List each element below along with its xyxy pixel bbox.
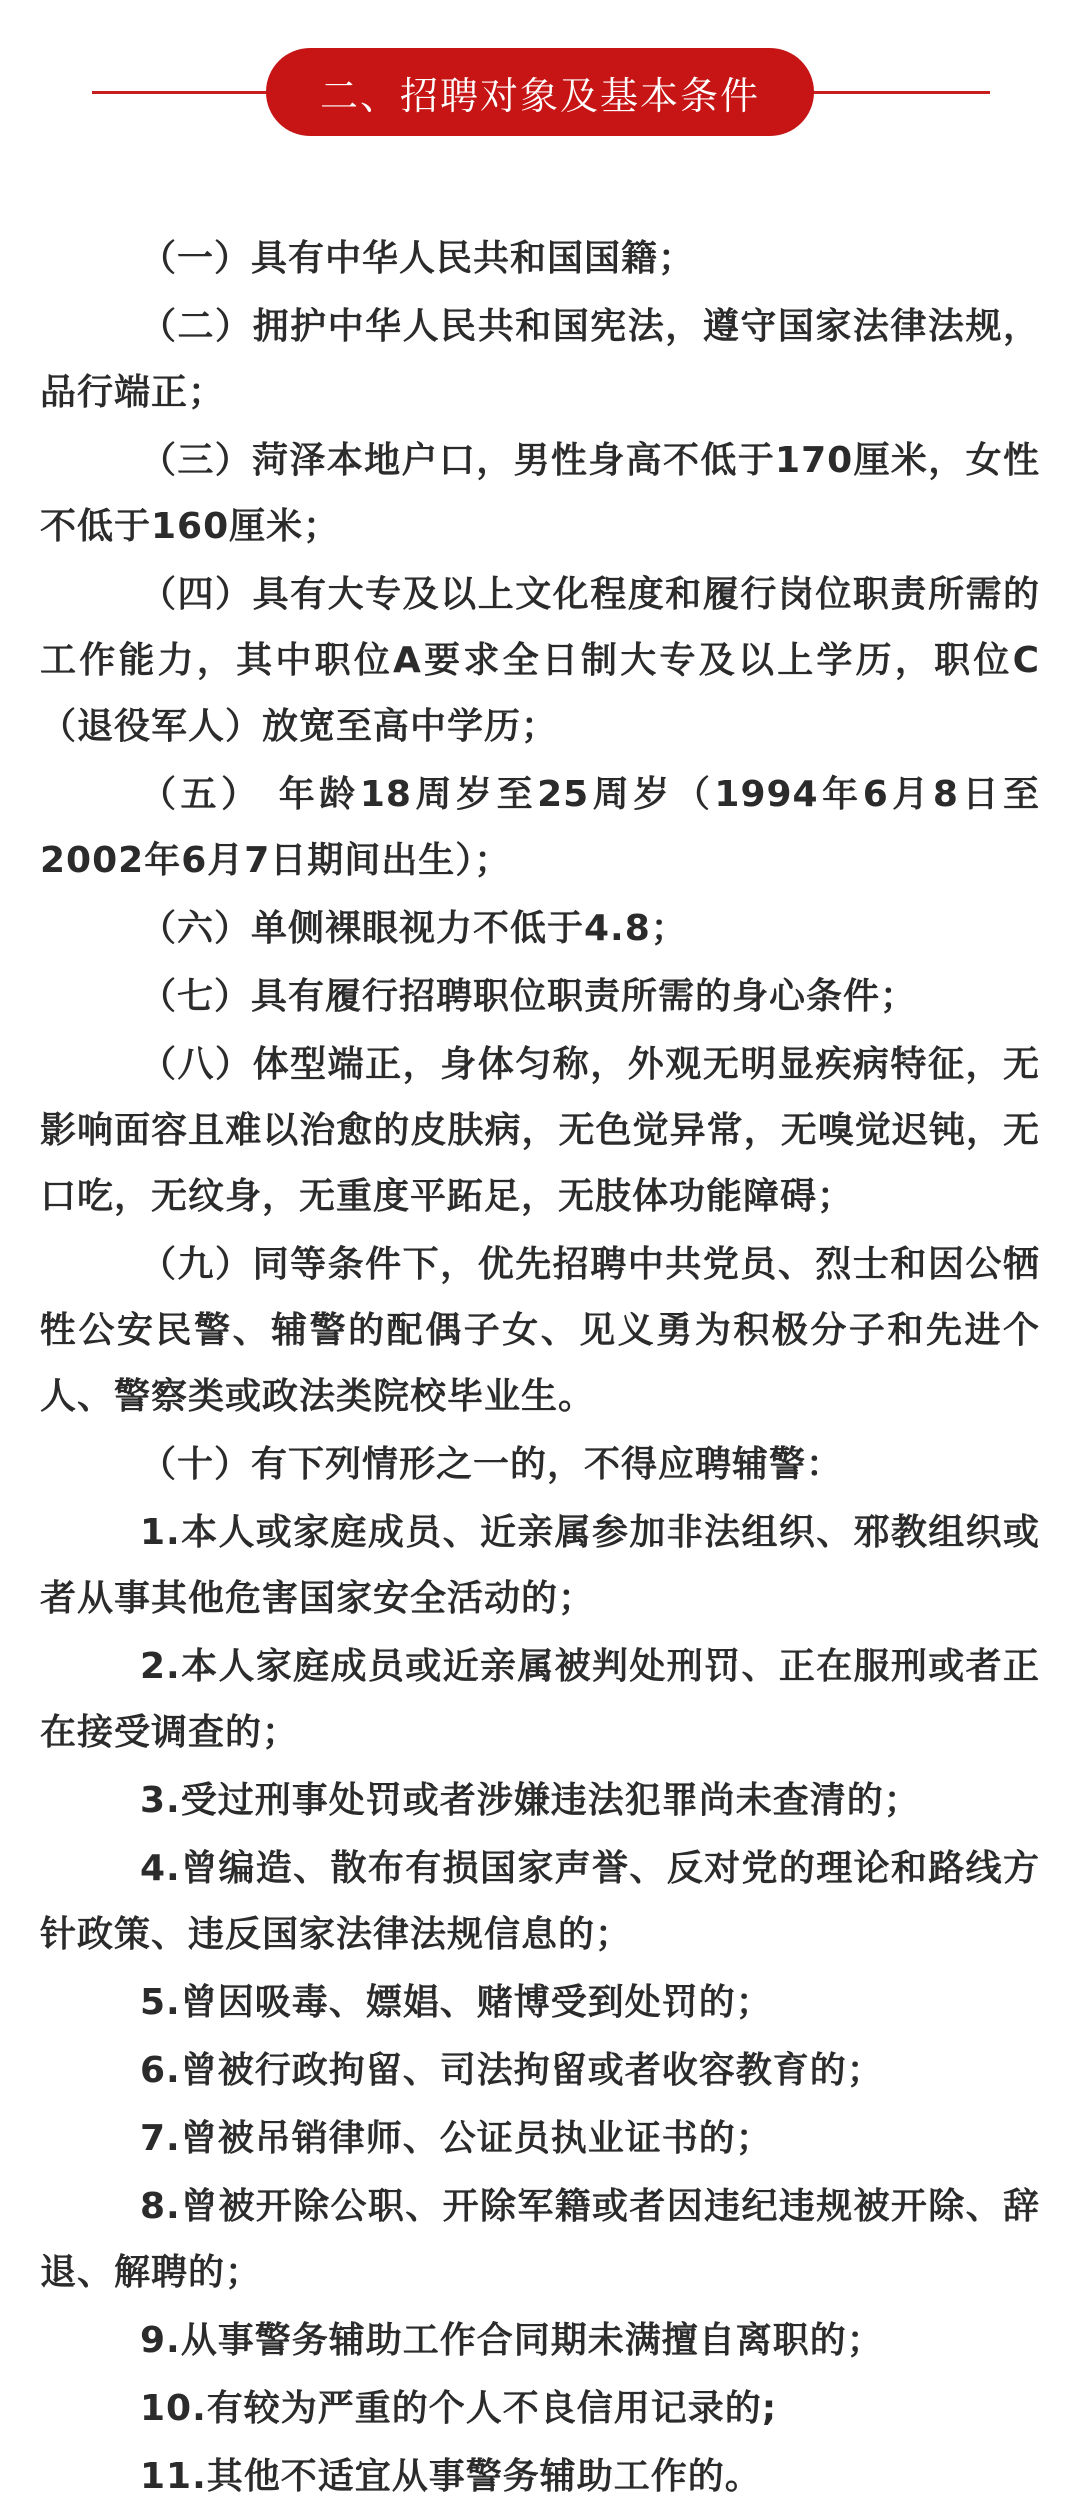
condition-item: （九）同等条件下，优先招聘中共党员、烈士和因公牺牲公安民警、辅警的配偶子女、见义勇为积极分子和先进个人、警察类或政法类院校毕业生。	[40, 1244, 1040, 1417]
disqualification-item: 3.受过刑事处罚或者涉嫌违法犯罪尚未查清的；	[140, 1780, 921, 1821]
disqualification-item: 4.曾编造、散布有损国家声誉、反对党的理论和路线方针政策、违反国家法律法规信息的；	[40, 1848, 1040, 1955]
condition-item: （七）具有履行招聘职位职责所需的身心条件；	[140, 976, 918, 1017]
condition-item: （四）具有大专及以上文化程度和履行岗位职责所需的工作能力，其中职位A要求全日制大专及以上学历，职位C（退役军人）放宽至高中学历；	[40, 574, 1040, 747]
disqualification-item: 2.本人家庭成员或近亲属被判处刑罚、正在服刑或者正在接受调查的；	[40, 1646, 1040, 1753]
condition-item: （三）菏泽本地户口，男性身高不低于170厘米，女性不低于160厘米；	[40, 440, 1040, 547]
condition-item: （五） 年龄18周岁至25周岁（1994年6月8日至2002年6月7日期间出生）；	[40, 774, 1040, 881]
disqualification-item: 7.曾被吊销律师、公证员执业证书的；	[140, 2118, 773, 2159]
header-divider-right	[800, 91, 990, 94]
conditions-list	[40, 226, 1040, 2512]
condition-item: （十）有下列情形之一的，不得应聘辅警：	[140, 1444, 844, 1485]
section-title: 二、招聘对象及基本条件	[319, 73, 760, 118]
section-title-badge	[266, 48, 814, 136]
section-header	[0, 48, 1080, 136]
disqualification-item: 9.从事警务辅助工作合同期未满擅自离职的；	[140, 2320, 884, 2361]
disqualification-item: 11.其他不适宜从事警务辅助工作的。	[140, 2456, 762, 2497]
disqualification-item: 6.曾被行政拘留、司法拘留或者收容教育的；	[140, 2050, 884, 2091]
disqualification-item: 8.曾被开除公职、开除军籍或者因违纪违规被开除、辞退、解聘的；	[40, 2186, 1040, 2293]
condition-item: （二）拥护中华人民共和国宪法，遵守国家法律法规，品行端正；	[40, 306, 1040, 413]
condition-item: （八）体型端正，身体匀称，外观无明显疾病特征，无影响面容且难以治愈的皮肤病，无色觉异常，无嗅觉迟钝，无口吃，无纹身，无重度平跖足，无肢体功能障碍；	[40, 1044, 1040, 1217]
disqualification-item: 10.有较为严重的个人不良信用记录的;	[140, 2388, 778, 2429]
condition-item: （六）单侧裸眼视力不低于4.8；	[140, 908, 688, 949]
header-divider-left	[92, 91, 278, 94]
condition-item: （一）具有中华人民共和国国籍；	[140, 238, 696, 279]
disqualification-item: 5.曾因吸毒、嫖娼、赌博受到处罚的；	[140, 1982, 773, 2023]
disqualification-item: 1.本人或家庭成员、近亲属参加非法组织、邪教组织或者从事其他危害国家安全活动的；	[40, 1512, 1040, 1619]
